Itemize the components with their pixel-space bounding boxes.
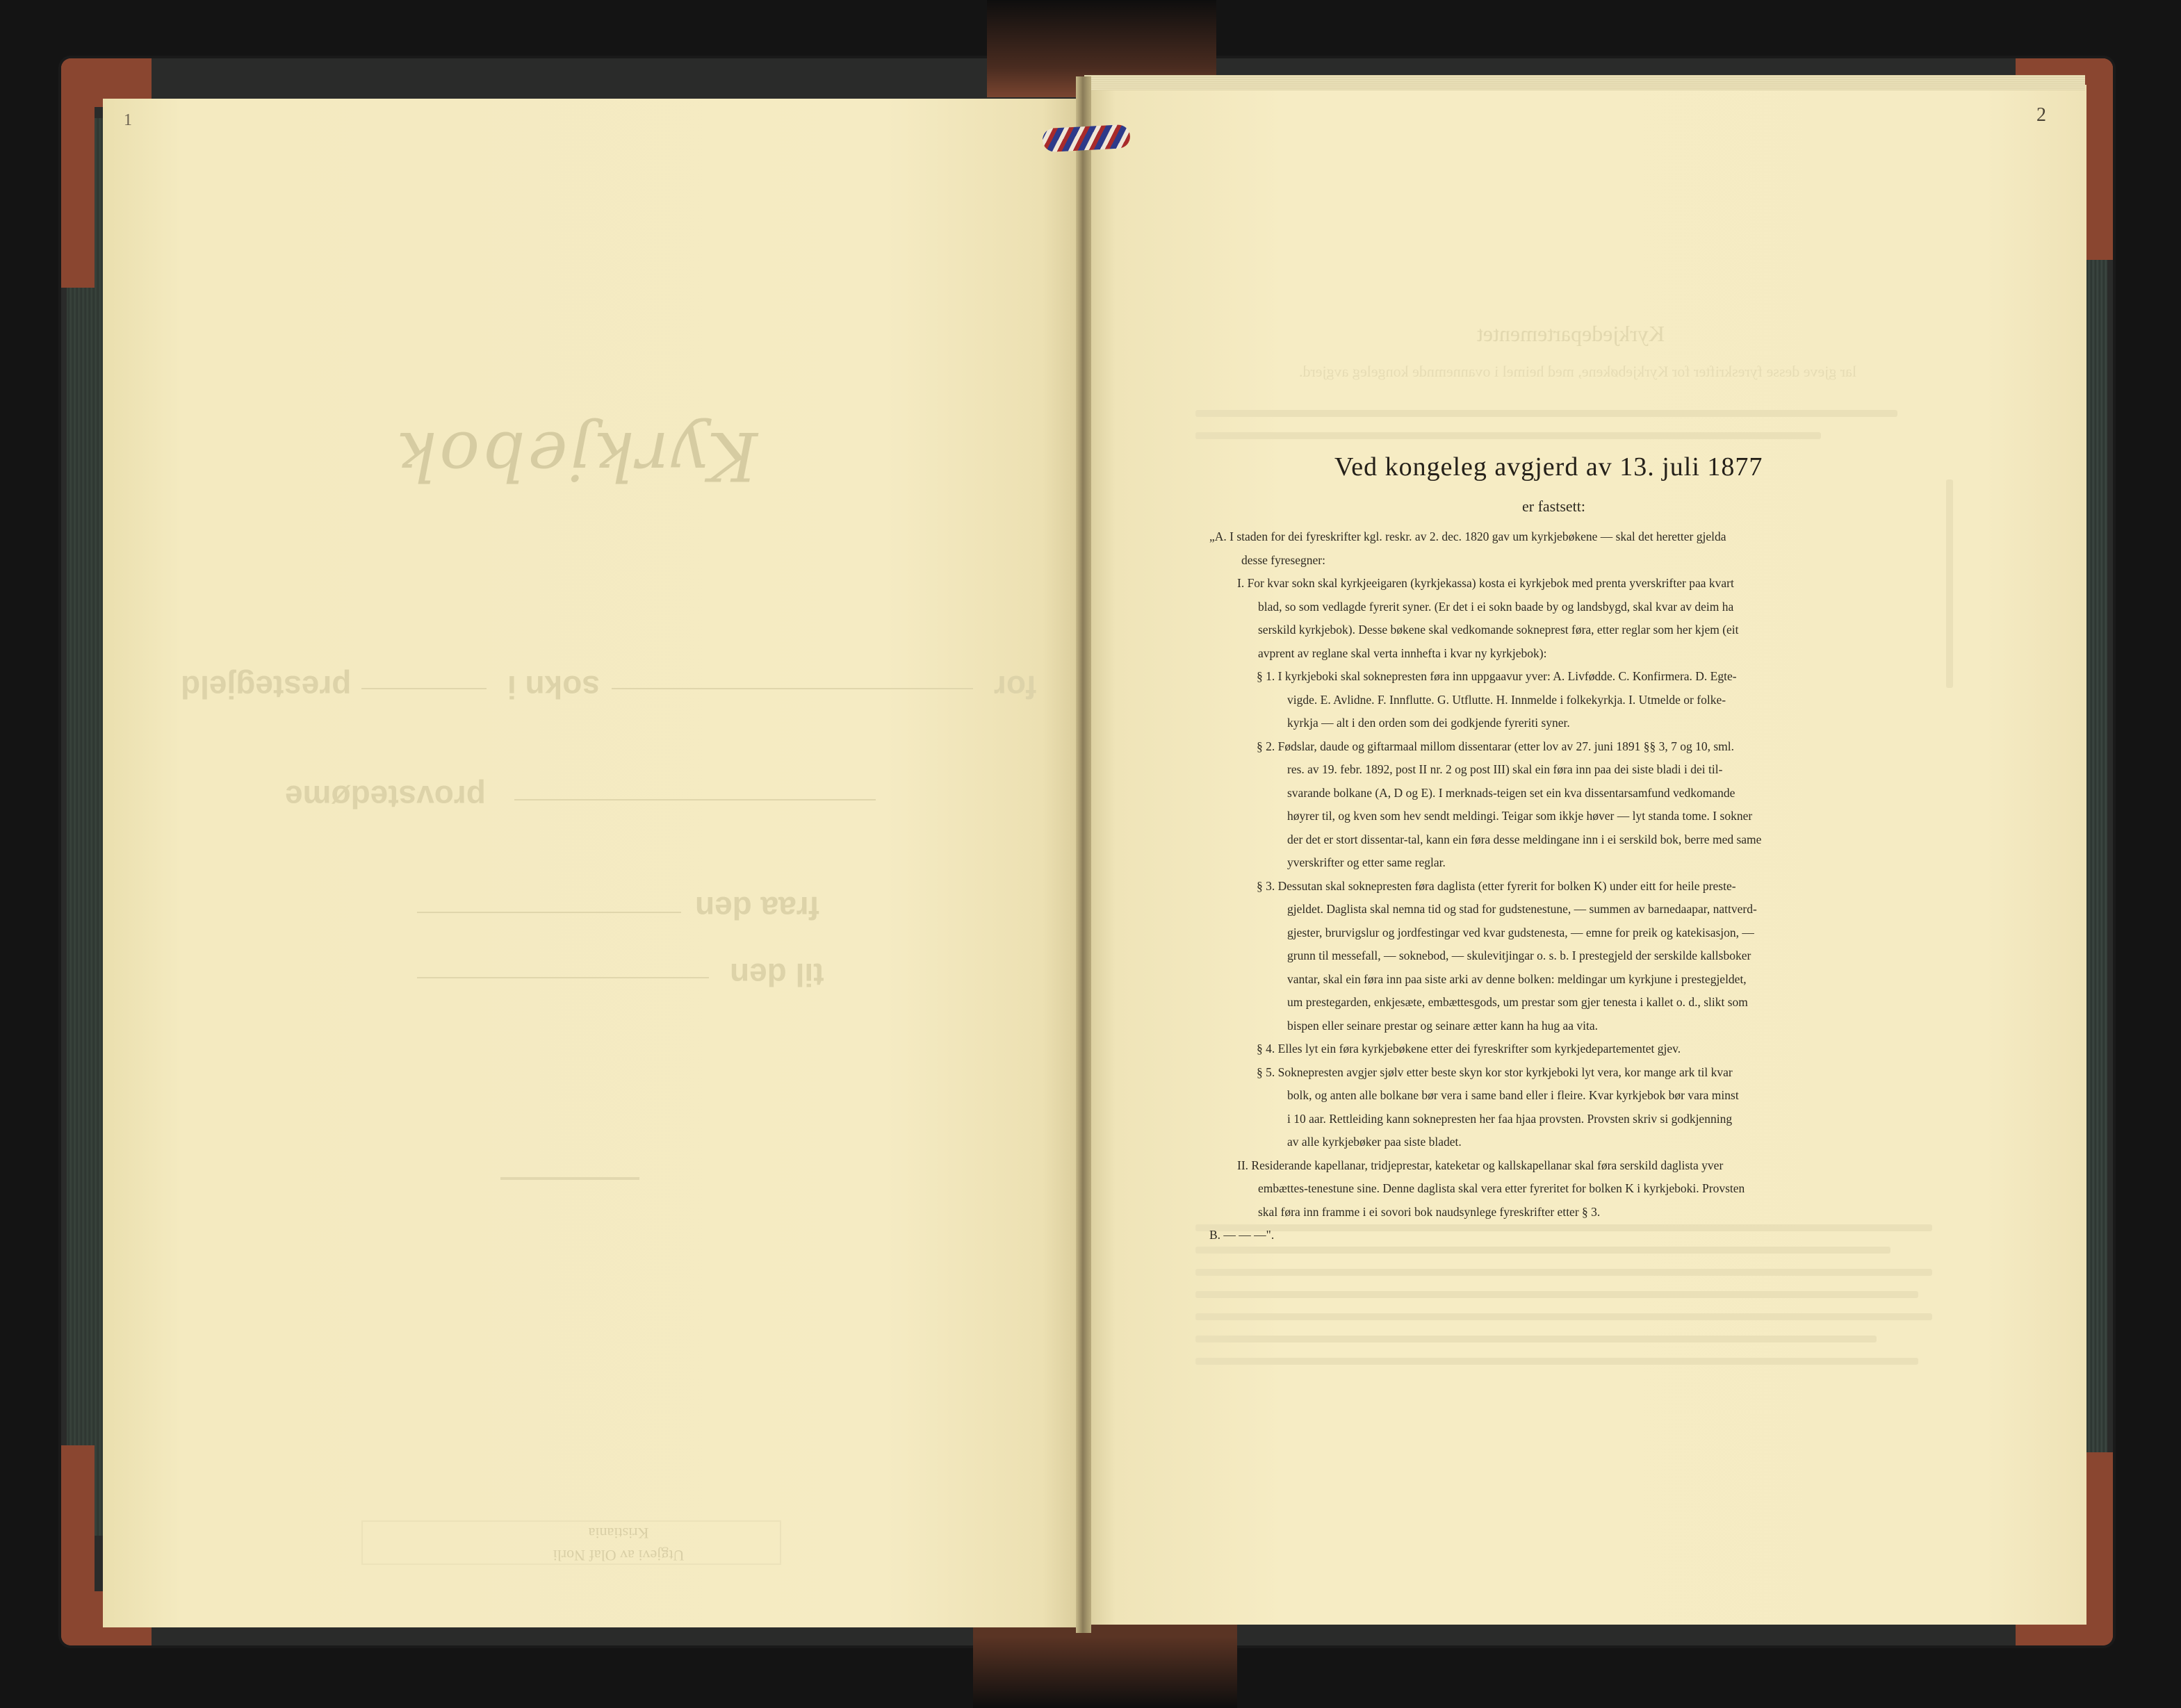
decree-line: avprent av reglane skal verta innhefta i kvar ny kyrkjebok): bbox=[1258, 646, 1547, 660]
left-page bbox=[103, 99, 1081, 1627]
show-through-line bbox=[1195, 1313, 1932, 1320]
form-word-prestegjeld: prestegjeld bbox=[181, 669, 352, 705]
show-through-line bbox=[1195, 1247, 1890, 1254]
decree-line: av alle kyrkjebøker paa siste bladet. bbox=[1287, 1135, 1462, 1149]
cover-cloth-left bbox=[67, 118, 104, 1536]
spine-bottom bbox=[973, 1619, 1237, 1708]
decree-line: der det er stort dissentar-tal, kann ein føra desse meldingane inn i ei serskild bok, berre med same bbox=[1287, 832, 1762, 846]
leather-corner-top-left-side bbox=[61, 58, 95, 288]
show-through-subtitle: lar gjeve desse fyreskrifter for Kyrkjebøkene, med heimel i ovannemnde kongeleg avgjerd. bbox=[1298, 363, 1857, 380]
show-through-line bbox=[1946, 479, 1953, 688]
left-page-imprint bbox=[528, 1522, 709, 1566]
decree-line: skal føra inn framme i ei sovori bok naudsynlege fyreskrifter etter § 3. bbox=[1258, 1205, 1601, 1219]
show-through-line bbox=[1195, 1358, 1918, 1365]
decree-line: gjeldet. Daglista skal nemna tid og stad for gudstenestune, — summen av barnedaapar, nattverd- bbox=[1287, 902, 1757, 916]
form-line-3 bbox=[514, 799, 876, 800]
decree-line: desse fyresegner: bbox=[1241, 553, 1325, 567]
form-line-1 bbox=[612, 688, 973, 689]
book-gutter bbox=[1076, 76, 1091, 1633]
decree-line: embættes-tenestune sine. Denne daglista skal vera etter fyreritet for bolken K i kyrkjeboki. Provsten bbox=[1258, 1181, 1745, 1195]
decree-line: § 1. I kyrkjeboki skal soknepresten føra inn uppgaavur yver: A. Livfødde. C. Konfirmera. D. Egte- bbox=[1257, 669, 1737, 683]
show-through-line bbox=[1195, 1291, 1918, 1298]
form-word-fraa-den: fraa den bbox=[695, 890, 819, 926]
decree-line: res. av 19. febr. 1892, post II nr. 2 og post III) skal ein føra inn paa dei siste bladi i dei til- bbox=[1287, 762, 1723, 776]
decree-line: um prestegarden, enkjesæte, embættesgods, um prestar som gjer tenesta i kallet o. d., slikt som bbox=[1287, 995, 1748, 1009]
form-line-5 bbox=[417, 977, 709, 978]
form-word-til-den: til den bbox=[730, 957, 824, 993]
decree-line: blad, so som vedlagde fyrerit syner. (Er det i ei sokn baade by og landsbygd, skal kvar av deim ha bbox=[1258, 600, 1734, 614]
decree-line: kyrkja — alt i den orden som dei godkjende fyreriti syner. bbox=[1287, 716, 1570, 730]
show-through-line bbox=[1195, 1269, 1932, 1276]
form-word-sokn: sokn i bbox=[507, 669, 600, 705]
bookmark-ribbon bbox=[1042, 124, 1131, 153]
decree-line: § 2. Fødslar, daude og giftarmaal millom dissentarar (etter lov av 27. juni 1891 §§ 3, 7 og 10, sml. bbox=[1257, 739, 1735, 753]
decree-line: bolk, og anten alle bolkane bør vera i same band eller i fleire. Kvar kyrkjebok bør vara minst bbox=[1287, 1088, 1739, 1102]
decree-line: vigde. E. Avlidne. F. Innflutte. G. Utflutte. H. Innmelde i folkekyrkja. I. Utmelde or folke- bbox=[1287, 693, 1726, 707]
imprint-line-1: Utgjevi av Olaf Norli bbox=[553, 1547, 685, 1564]
decree-line: serskild kyrkjebok). Desse bøkene skal vedkomande sokneprest føra, etter reglar som her kjem (eit bbox=[1258, 623, 1739, 637]
decree-line: grunn til messefall, — soknebod, — skulevitjingar o. s. b. I prestegjeld der serskilde kallsboker bbox=[1287, 949, 1751, 962]
decree-line: svarande bolkane (A, D og E). I merknads-teigen set ein kva dissentarsamfund vedkomande bbox=[1287, 786, 1735, 800]
decree-line: II. Residerande kapellanar, tridjeprestar, kateketar og kallskapellanar skal føra serskild daglista yver bbox=[1237, 1158, 1724, 1172]
decree-line: „A. I staden for dei fyreskrifter kgl. reskr. av 2. dec. 1820 gav um kyrkjebøkene — skal det heretter gjelda bbox=[1209, 529, 1726, 543]
decree-line: bispen eller seinare prestar og seinare ætter kann ha hug aa vita. bbox=[1287, 1019, 1599, 1033]
show-through-line bbox=[1195, 410, 1897, 417]
decree-line: høyrer til, og kven som hev sendt meldingi. Teigar som ikkje høver — lyt standa tome. I sokner bbox=[1287, 809, 1753, 823]
right-page bbox=[1086, 85, 2086, 1625]
decree-line: gjester, brurvigslur og jordfestingar ved kvar gudstenesta, — emne for preik og katekisasjon, — bbox=[1287, 926, 1754, 939]
form-word-provstedeme: provstedøme bbox=[285, 779, 486, 815]
decree-line: yverskrifter og etter same reglar. bbox=[1287, 855, 1446, 869]
left-page-ornament bbox=[500, 1177, 639, 1180]
page-stack-edge bbox=[1084, 75, 2085, 90]
decree-line: vantar, skal ein føra inn paa siste arki av denne bolken: meldingar um kyrkjune i prestegjeldet, bbox=[1287, 972, 1747, 986]
form-line-2 bbox=[361, 688, 487, 689]
form-line-4 bbox=[417, 912, 681, 913]
show-through-heading: Kyrkjedepartementet bbox=[1476, 321, 1665, 346]
decree-line: I. For kvar sokn skal kyrkjeeigaren (kyrkjekassa) kosta ei kyrkjebok med prenta yverskrifter paa kvart bbox=[1237, 576, 1734, 590]
decree-line: § 5. Soknepresten avgjer sjølv etter beste skyn kor stor kyrkjeboki lyt vera, kor mange ark til kvar bbox=[1257, 1065, 1733, 1079]
show-through-line bbox=[1195, 1224, 1932, 1231]
decree-line: § 4. Elles lyt ein føra kyrkjebøkene etter dei fyreskrifter som kyrkjedepartementet gjev. bbox=[1257, 1042, 1681, 1056]
decree-line: i 10 aar. Rettleiding kann soknepresten her faa hjaa provsten. Provsten skriv si godkjenning bbox=[1287, 1112, 1733, 1126]
page-number: 2 bbox=[2036, 104, 2046, 126]
imprint-line-2: Kristiania bbox=[588, 1525, 649, 1542]
decree-line: B. — — —". bbox=[1209, 1228, 1275, 1242]
decree-subheading: er fastsett: bbox=[1522, 498, 1586, 515]
decree-heading: Ved kongeleg avgjerd av 13. juli 1877 bbox=[1334, 452, 1763, 482]
left-corner-mark: 1 bbox=[124, 111, 132, 129]
show-through-line bbox=[1195, 432, 1821, 439]
show-through-line bbox=[1195, 1336, 1877, 1342]
form-word-for: for bbox=[994, 669, 1037, 705]
decree-line: § 3. Dessutan skal soknepresten føra daglista (etter fyrerit for bolken K) under eitt for heile preste- bbox=[1257, 879, 1736, 893]
leather-corner-bottom-left-side bbox=[61, 1445, 95, 1645]
left-page-title-mirrored: Kyrkjebok bbox=[393, 417, 758, 495]
